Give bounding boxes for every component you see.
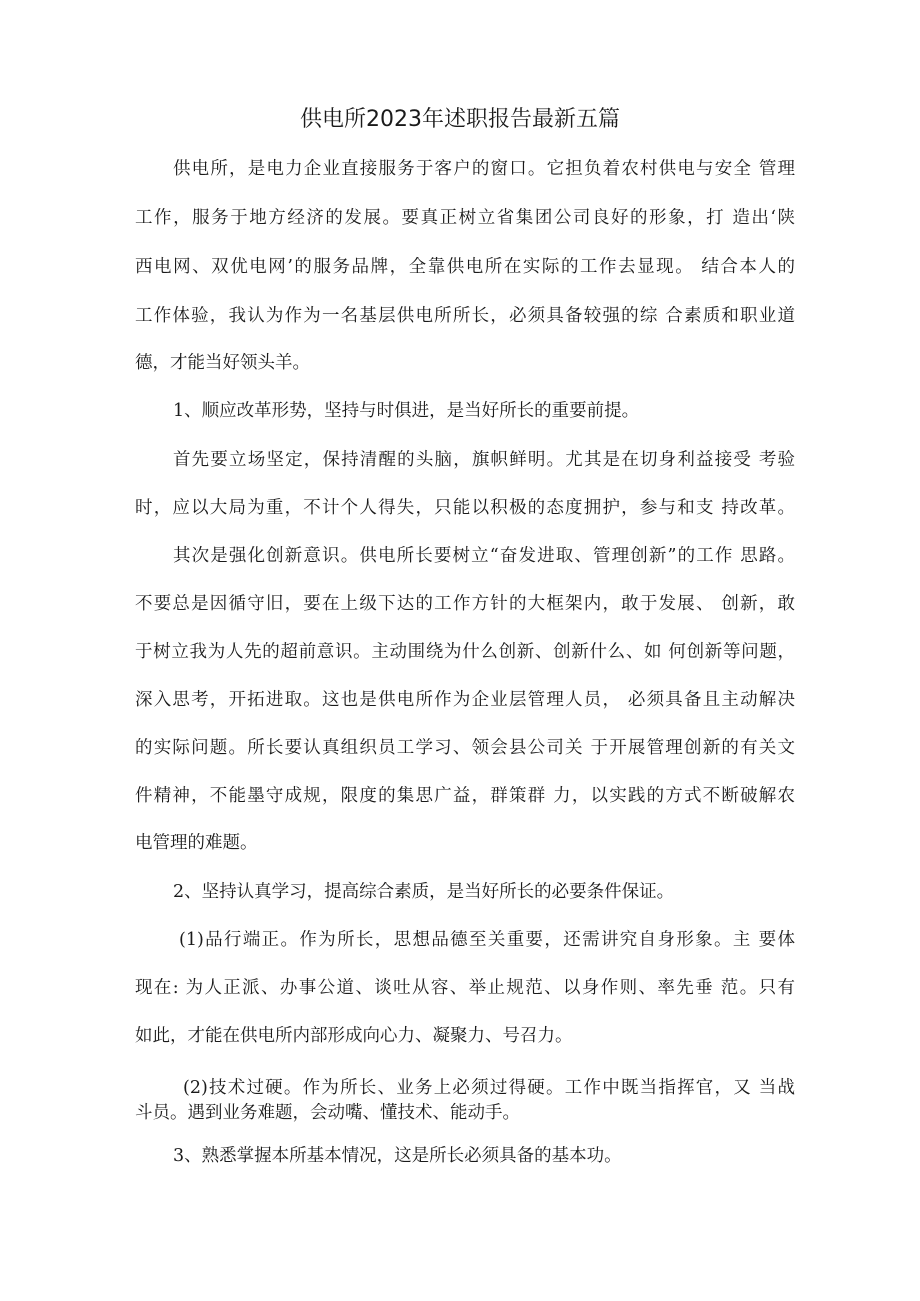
text-line: 德，才能当好领头羊。 (135, 353, 310, 373)
text-line: (2)技术过硬。作为所长、业务上必须过得硬。工作中既当指挥官，又 当战 (183, 1078, 795, 1098)
text-line: 如此，才能在供电所内部形成向心力、凝聚力、号召力。 (135, 1026, 573, 1046)
text-line: 不要总是因循守旧，要在上级下达的工作方针的大框架内，敢于发展、 创新，敢 (135, 594, 795, 614)
text-line: 现在: 为人正派、办事公道、谈吐从容、举止规范、以身作则、率先垂 范。只有 (135, 978, 795, 998)
text-line: 工作体验，我认为作为一名基层供电所所长，必须具备较强的综 合素质和职业道 (135, 306, 795, 326)
section-heading: 1、顺应改革形势，坚持与时俱进，是当好所长的重要前提。 (173, 401, 640, 421)
text-line: 其次是强化创新意识。供电所长要树立“奋发进取、管理创新”的工作 思路。 (173, 546, 795, 566)
text-line: 斗员。遇到业务难题，会动嘴、懂技术、能动手。 (135, 1103, 520, 1123)
text-line: 首先要立场坚定，保持清醒的头脑，旗帜鲜明。尤其是在切身利益接受 考验 (173, 450, 795, 470)
text-line: 的实际问题。所长要认真组织员工学习、领会县公司关 于开展管理创新的有关文 (135, 738, 795, 758)
text-line: 件精神，不能墨守成规，限度的集思广益，群策群 力，以实践的方式不断破解农 (135, 786, 795, 806)
section-heading: 3、熟悉掌握本所基本情况，这是所长必须具备的基本功。 (173, 1146, 622, 1166)
text-line: 时，应以大局为重，不计个人得失，只能以积极的态度拥护，参与和支 持改革。 (135, 498, 795, 518)
text-line: 西电网、双优电网’的服务品牌，全靠供电所在实际的工作去显现。 结合本人的 (135, 257, 795, 277)
section-heading: 2、坚持认真学习，提高综合素质，是当好所长的必要条件保证。 (173, 882, 675, 902)
text-line: 深入思考，开拓进取。这也是供电所作为企业层管理人员， 必须具备且主动解决 (135, 690, 795, 710)
text-line: 工作，服务于地方经济的发展。要真正树立省集团公司良好的形象，打 造出‘陕 (135, 208, 795, 228)
text-line: 电管理的难题。 (135, 833, 258, 853)
text-line: (1)品行端正。作为所长，思想品德至关重要，还需讲究自身形象。主 要体 (179, 930, 795, 950)
page-title: 供电所2023年述职报告最新五篇 (300, 107, 620, 132)
text-line: 供电所，是电力企业直接服务于客户的窗口。它担负着农村供电与安全 管理 (173, 159, 795, 179)
text-line: 于树立我为人先的超前意识。主动围绕为什么创新、创新什么、如 何创新等问题， (135, 642, 795, 662)
